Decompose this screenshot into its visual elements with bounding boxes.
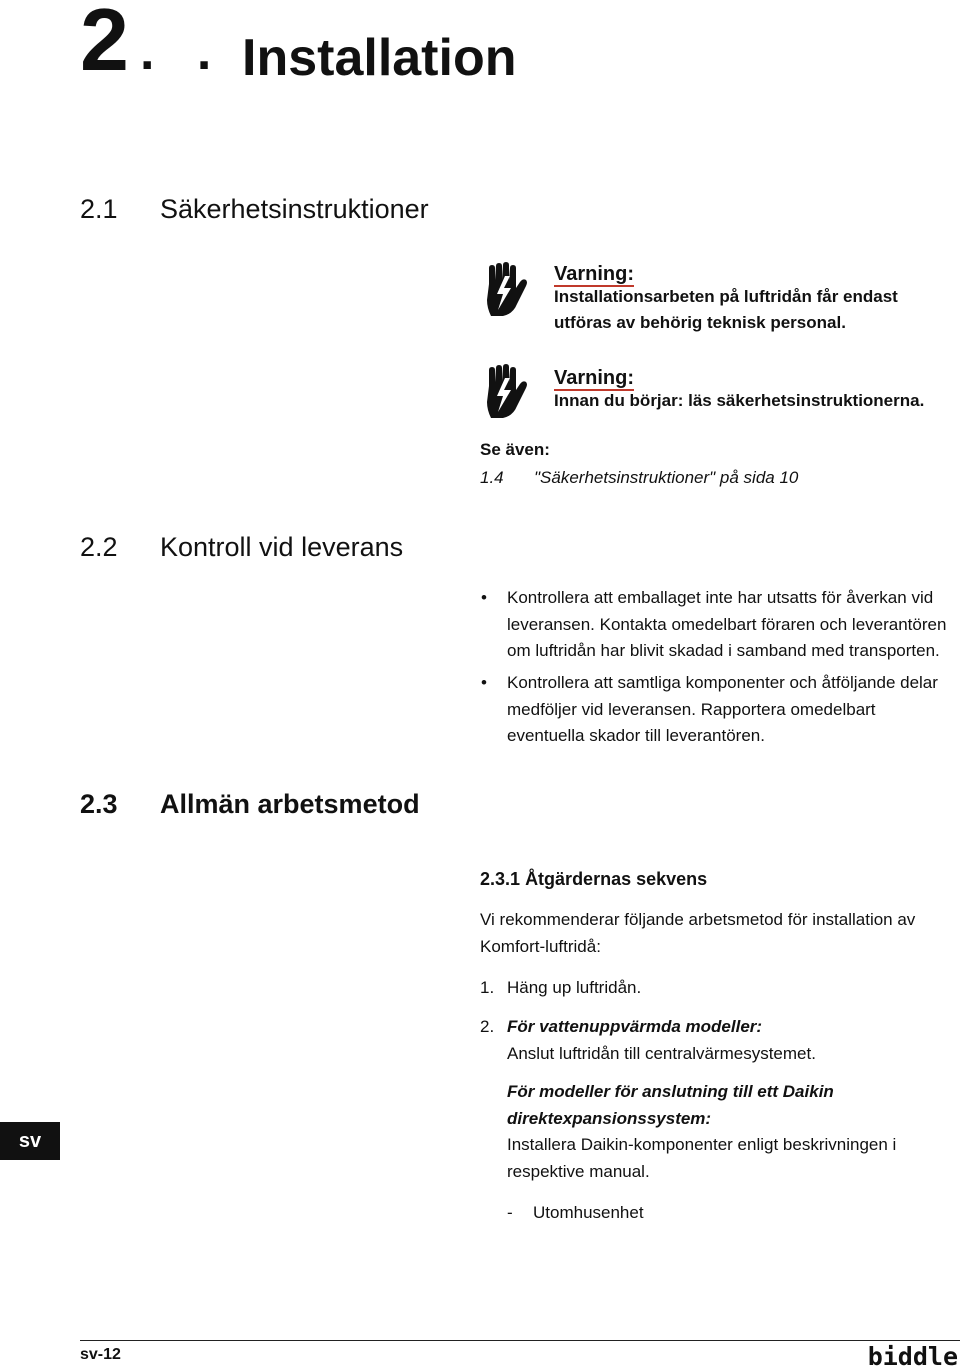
warning-1 xyxy=(554,264,898,336)
step-subheading: För vattenuppvärmda modeller: xyxy=(507,1017,763,1036)
section-2-3-heading xyxy=(80,791,420,818)
chapter-number: 2 xyxy=(80,0,127,89)
bullet-line: Kontrollera att samtliga komponenter och åtföljande delar xyxy=(507,673,938,692)
step-2-content xyxy=(507,1014,957,1185)
warning-2 xyxy=(554,368,924,414)
bullet-item xyxy=(481,585,957,665)
bullet-line: Kontrollera att emballaget inte har utsatts för åverkan vid xyxy=(507,588,934,607)
bullet-line: leveransen. Kontakta omedelbart föraren och leverantören xyxy=(507,614,947,634)
section-2-2-heading xyxy=(80,534,403,561)
step-subheading: För modeller för anslutning till ett Daikin xyxy=(507,1082,834,1101)
step-1-number: 1. xyxy=(480,978,495,997)
see-also-label: Se även: xyxy=(480,440,550,459)
section-title: Säkerhetsinstruktioner xyxy=(160,194,429,224)
subsection-number: 2.3.1 xyxy=(480,869,521,889)
page-number: sv-12 xyxy=(80,1346,121,1363)
warning-line: utföras av behörig teknisk personal. xyxy=(554,313,846,332)
section-number: 2.3 xyxy=(80,789,118,819)
subsection-heading xyxy=(480,869,707,890)
warning-line: Installationsarbeten på luftridån får endast xyxy=(554,287,898,306)
intro-line: Vi rekommenderar följande arbetsmetod för installation av xyxy=(480,910,916,929)
section-title: Allmän arbetsmetod xyxy=(160,789,420,819)
see-also-ref-number: 1.4 xyxy=(480,468,504,487)
section-title: Kontroll vid leverans xyxy=(160,532,404,562)
step-2-number: 2. xyxy=(480,1017,495,1036)
section-2-1-heading xyxy=(80,196,429,223)
language-tab: sv xyxy=(0,1122,60,1160)
bullet-line: om luftridån har blivit skadad i samband med transporten. xyxy=(507,641,940,660)
bullet-line: medföljer vid leveransen. Rapportera omedelbart xyxy=(507,699,876,719)
dash-bullet: - xyxy=(507,1203,513,1222)
see-also-link[interactable]: "Säkerhetsinstruktioner" på sida 10 xyxy=(534,468,799,487)
dash-item-text: Utomhusenhet xyxy=(533,1203,644,1222)
step-text: Anslut luftridån till centralvärmesystemet. xyxy=(507,1043,816,1063)
intro-paragraph xyxy=(480,907,950,960)
bullet-line: eventuella skador till leverantören. xyxy=(507,726,765,745)
bullet-icon: • xyxy=(481,588,487,607)
step-text: Installera Daikin-komponenter enligt beskrivningen i xyxy=(507,1135,897,1154)
warning-line: Innan du börjar: läs säkerhetsinstruktionerna. xyxy=(554,391,925,410)
intro-line: Komfort-luftridå: xyxy=(480,936,601,956)
section-number: 2.2 xyxy=(80,532,118,562)
footer-divider xyxy=(80,1340,960,1341)
warning-hand-icon xyxy=(483,364,529,420)
warning-hand-icon xyxy=(483,262,529,318)
brand-logo: biddle xyxy=(867,1342,958,1371)
step-1-text: Häng up luftridån. xyxy=(507,978,642,997)
subsection-title: Åtgärdernas sekvens xyxy=(525,869,708,889)
chapter-dots: . . xyxy=(140,23,226,81)
warning-title: Varning: xyxy=(554,367,635,389)
warning-title: Varning: xyxy=(554,263,635,285)
bullet-icon: • xyxy=(481,673,487,692)
bullet-item xyxy=(481,670,957,750)
section-number: 2.1 xyxy=(80,194,118,224)
chapter-title: Installation xyxy=(242,29,517,87)
step-subheading: direktexpansionssystem: xyxy=(507,1108,712,1128)
step-text: respektive manual. xyxy=(507,1161,650,1181)
